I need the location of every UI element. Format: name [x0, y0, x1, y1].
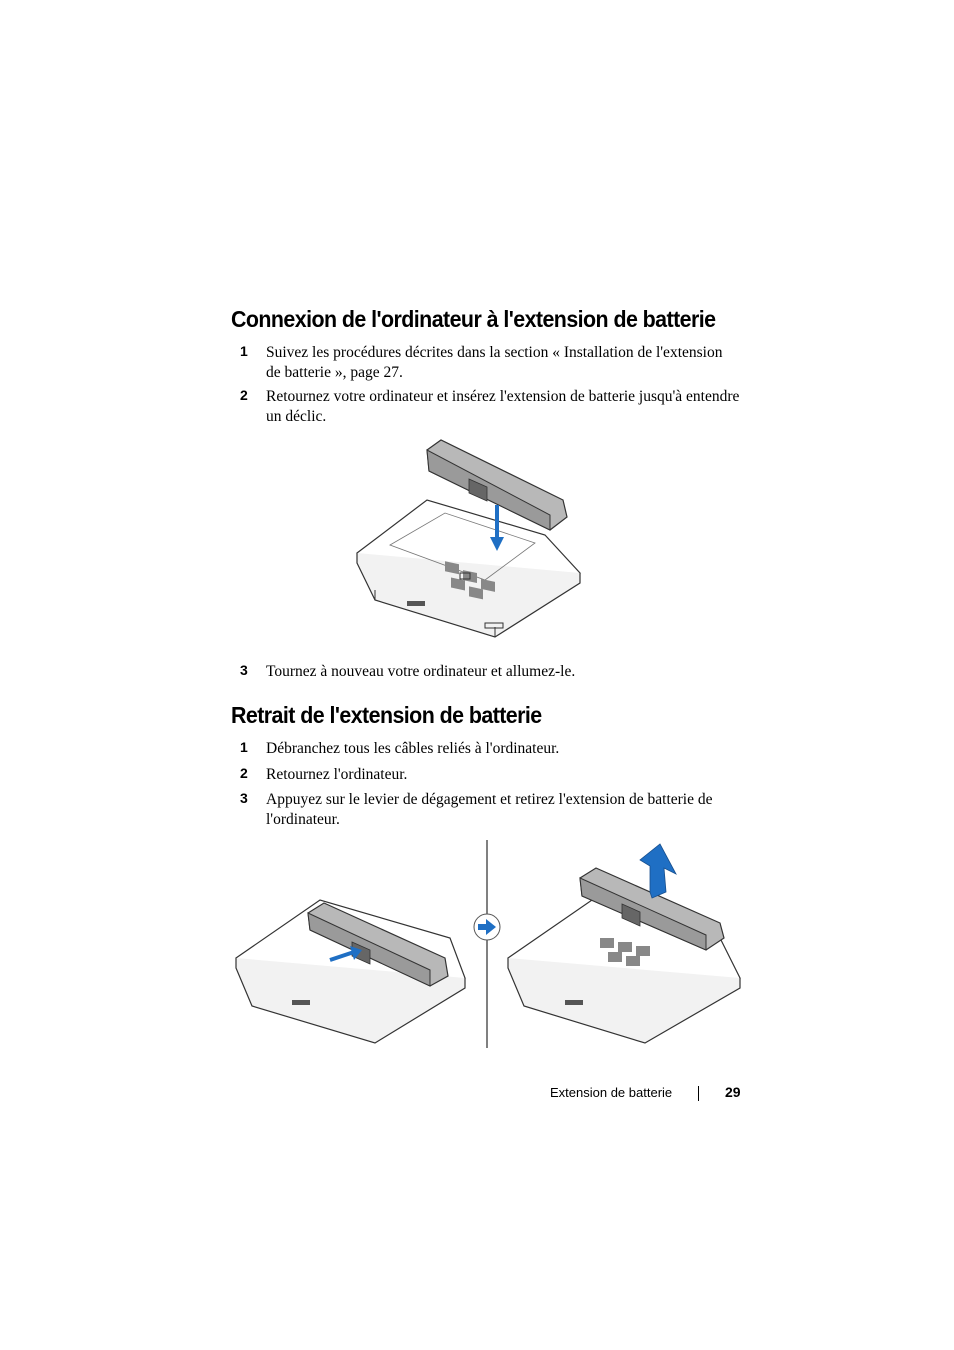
laptop-battery-removed-illustration — [508, 844, 740, 1043]
step-text: Retournez votre ordinateur et insérez l'extension de batterie jusqu'à entendre un déclic. — [266, 388, 740, 425]
step-number: 1 — [240, 739, 248, 755]
section-heading-removal: Retrait de l'extension de batterie — [231, 702, 542, 728]
step-text: Débranchez tous les câbles reliés à l'ordinateur. — [266, 740, 560, 757]
step-number: 1 — [240, 343, 248, 359]
page-number: 29 — [725, 1084, 741, 1100]
step-text: Appuyez sur le levier de dégagement et retirez l'extension de batterie de l'ordinateur. — [266, 791, 713, 828]
footer-chapter-title: Extension de batterie — [550, 1085, 673, 1100]
step-number: 3 — [240, 662, 248, 678]
section-heading-connection: Connexion de l'ordinateur à l'extension de batterie — [231, 306, 716, 332]
step-number: 2 — [240, 765, 248, 781]
step-text: Tournez à nouveau votre ordinateur et allumez-le. — [266, 663, 576, 680]
figure-battery-removal — [230, 838, 745, 1050]
figure-battery-insertion — [345, 435, 590, 645]
laptop-with-battery-illustration — [236, 900, 465, 1043]
step-number: 3 — [240, 790, 248, 806]
step-text: Suivez les procédures décrites dans la section « Installation de l'extension de batterie », page 27. — [266, 344, 723, 381]
step-number: 2 — [240, 387, 248, 403]
footer-separator — [698, 1086, 699, 1101]
step-text: Retournez l'ordinateur. — [266, 766, 408, 783]
